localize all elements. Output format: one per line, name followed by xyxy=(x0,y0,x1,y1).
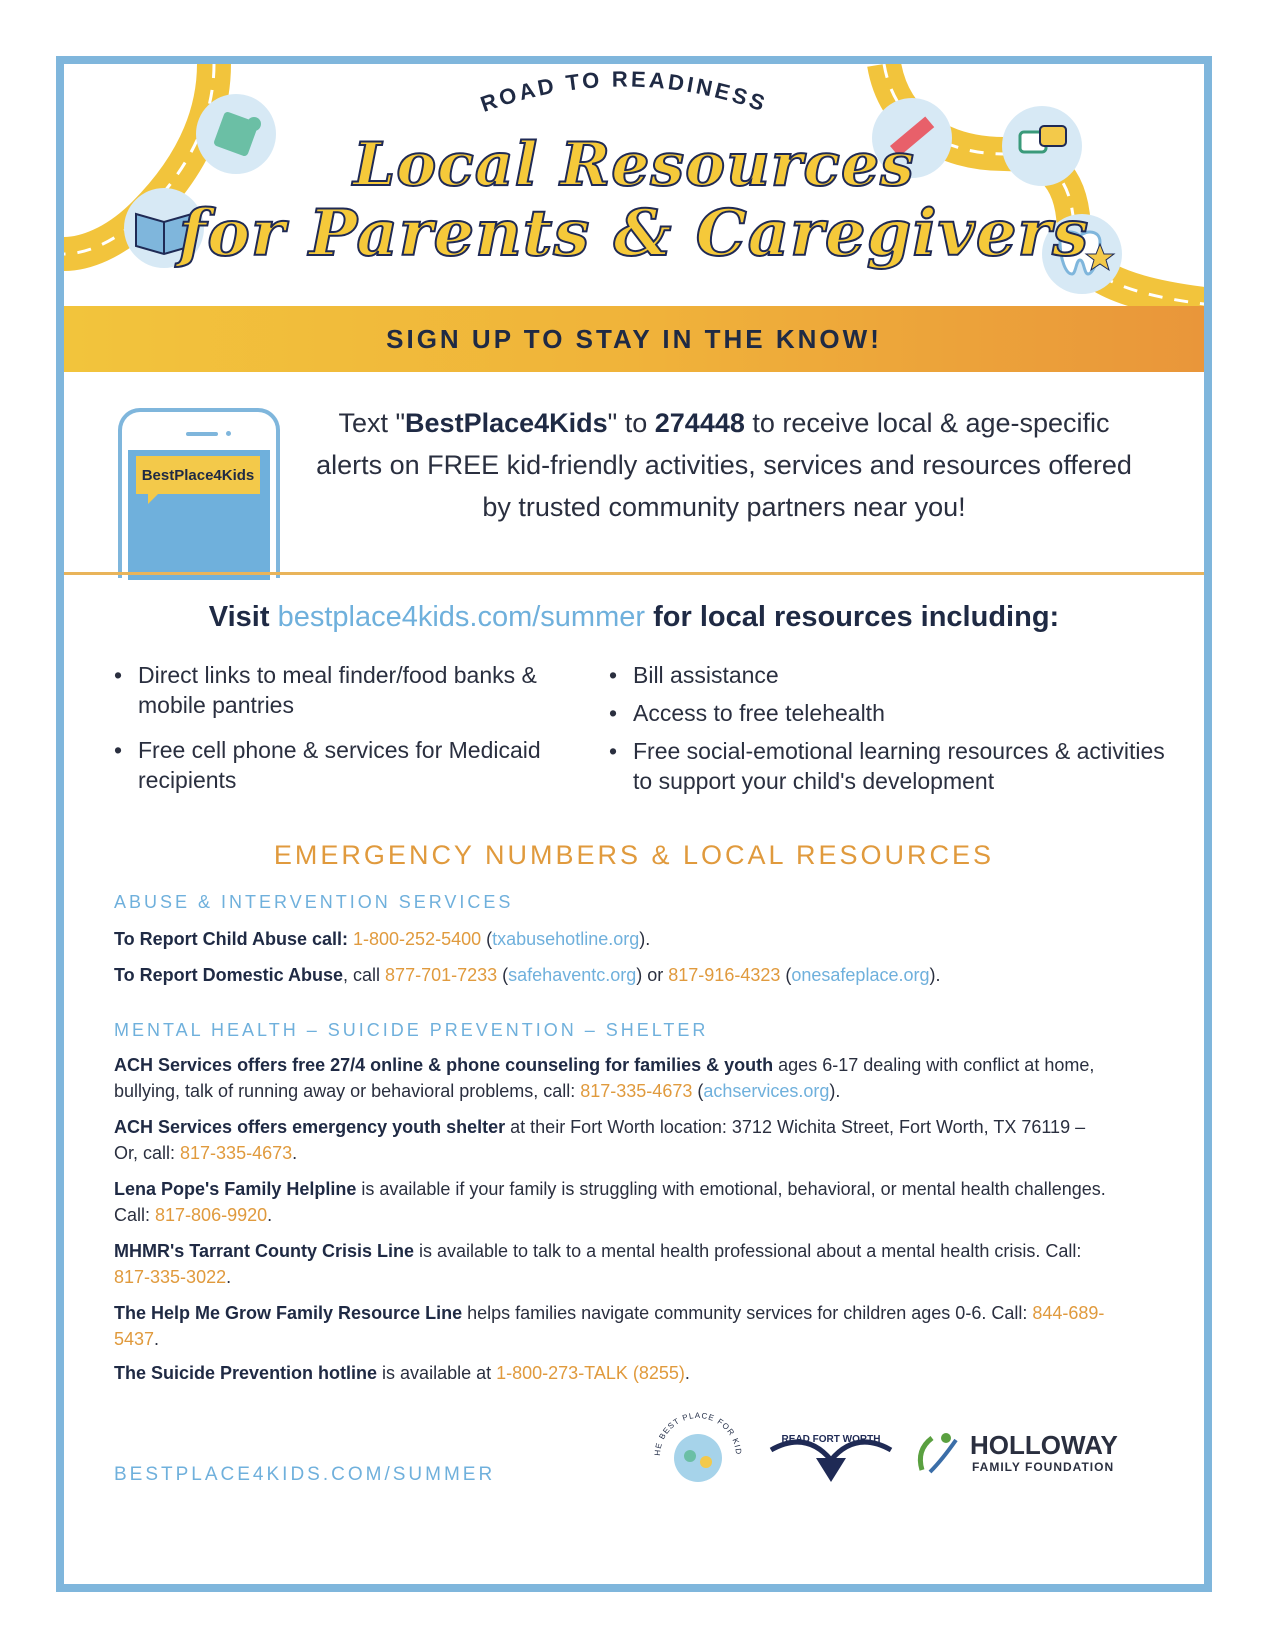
list-item: • Bill assistance xyxy=(609,660,1169,690)
best-place-for-kids-logo xyxy=(650,1406,746,1506)
header xyxy=(64,64,1204,316)
entry-text: , call xyxy=(343,965,386,985)
entry-lead: To Report Domestic Abuse xyxy=(114,965,344,985)
punct: . xyxy=(684,1363,690,1383)
phone-number[interactable]: 817-335-4673 xyxy=(580,1081,693,1101)
entry-text: ages 6-17 dealing with conflict at home, bullying, talk of running away or behavioral problems, call: xyxy=(114,1055,1095,1101)
logo-subtext: FAMILY FOUNDATION xyxy=(972,1460,1115,1474)
svg-text:ROAD TO READINESS xyxy=(477,66,770,116)
short-code: 274448 xyxy=(654,408,745,438)
website-link[interactable]: achservices.org xyxy=(703,1081,830,1101)
punct: . xyxy=(292,1143,298,1163)
punct: ). xyxy=(829,1081,841,1101)
punct: . xyxy=(267,1205,273,1225)
list-item: • Direct links to meal finder/food banks & mobile pantries xyxy=(114,660,574,720)
title-line-1: Local Resources xyxy=(353,130,915,200)
alert-text-pre: Text " xyxy=(338,408,406,438)
phone-number[interactable]: 817-916-4323 xyxy=(668,965,781,985)
entry-text: ) or xyxy=(636,965,669,985)
footer-url[interactable]: BESTPLACE4KIDS.COM/SUMMER xyxy=(114,1464,496,1485)
flyer-frame xyxy=(56,56,1212,1592)
signup-banner-text: SIGN UP TO STAY IN THE KNOW! xyxy=(386,323,882,354)
entry-lead: Lena Pope's Family Helpline xyxy=(114,1179,357,1199)
entry-text: helps families navigate community services for children ages 0-6. Call: xyxy=(462,1303,1033,1323)
visit-link[interactable]: bestplace4kids.com/summer xyxy=(277,601,646,633)
signup-banner xyxy=(64,306,1204,372)
emergency-title: EMERGENCY NUMBERS & LOCAL RESOURCES xyxy=(273,840,995,870)
kicker-text: ROAD TO READINESS xyxy=(477,66,771,117)
logo-text: HE BEST PLACE FOR KID xyxy=(652,1410,744,1457)
visit-pre: Visit xyxy=(208,601,278,633)
lena-pope-entry xyxy=(114,1176,1114,1228)
help-me-grow-entry xyxy=(114,1300,1114,1352)
punct: ). xyxy=(639,929,651,949)
phone-number[interactable]: 817-806-9920 xyxy=(155,1205,268,1225)
punct: ( xyxy=(692,1081,704,1101)
alert-text-mid: " to xyxy=(607,408,655,438)
logo-text: HOLLOWAY xyxy=(970,1430,1118,1460)
website-link[interactable]: txabusehotline.org xyxy=(492,929,640,949)
phone-number[interactable]: 877-701-7233 xyxy=(385,965,498,985)
entry-text: is available if your family is struggling with emotional, behavioral, or mental health challenges. Call: xyxy=(114,1179,1106,1225)
alert-text-post: to receive local & age-specific alerts on FREE kid-friendly activities, services and resources offered by trusted community partners near you! xyxy=(316,408,1132,522)
entry-lead: The Help Me Grow Family Resource Line xyxy=(114,1303,463,1323)
website-link[interactable]: safehaventc.org xyxy=(508,965,637,985)
text-keyword: BestPlace4Kids xyxy=(405,408,608,438)
ach-counseling-entry xyxy=(114,1052,1114,1104)
resource-list-right xyxy=(609,660,1169,804)
list-item: • Access to free telehealth xyxy=(609,698,1169,728)
website-link[interactable]: onesafeplace.org xyxy=(791,965,930,985)
punct: ). xyxy=(929,965,941,985)
phone-number[interactable]: 817-335-3022 xyxy=(114,1267,227,1287)
text-bubble: BestPlace4Kids xyxy=(136,456,260,494)
phone-speaker xyxy=(186,432,218,436)
entry-lead: To Report Child Abuse call: xyxy=(114,929,354,949)
punct: . xyxy=(226,1267,232,1287)
punct: ( xyxy=(780,965,792,985)
phone-number[interactable]: 1-800-252-5400 xyxy=(353,929,482,949)
phone-number[interactable]: 817-335-4673 xyxy=(180,1143,293,1163)
punct: ( xyxy=(497,965,509,985)
logo-text: READ FORT WORTH xyxy=(781,1434,881,1445)
holloway-mark-icon xyxy=(912,1430,968,1478)
suicide-prevention-entry xyxy=(114,1360,1114,1386)
text-alert-instructions xyxy=(314,402,1134,528)
list-item: • Free social-emotional learning resources & activities to support your child's development xyxy=(609,736,1169,796)
mental-health-heading: MENTAL HEALTH – SUICIDE PREVENTION – SHELTER xyxy=(114,1020,709,1040)
entry-lead: ACH Services offers free 27/4 online & phone counseling for families & youth xyxy=(114,1055,774,1075)
visit-post: for local resources including: xyxy=(645,601,1060,633)
ach-shelter-entry xyxy=(114,1114,1114,1166)
punct: ( xyxy=(481,929,493,949)
visit-heading xyxy=(64,601,1204,634)
read-fort-worth-logo xyxy=(766,1420,896,1494)
phone-number[interactable]: 844-689-5437 xyxy=(114,1303,1105,1349)
list-item: • Free cell phone & services for Medicaid recipients xyxy=(114,735,574,795)
resource-list-left xyxy=(114,660,574,810)
child-abuse-entry xyxy=(114,926,1114,952)
abuse-heading: ABUSE & INTERVENTION SERVICES xyxy=(114,892,514,912)
mhmr-entry xyxy=(114,1238,1114,1290)
phone-illustration xyxy=(118,408,280,578)
entry-text: at their Fort Worth location: 3712 Wichita Street, Fort Worth, TX 76119 – Or, call: xyxy=(114,1117,1086,1163)
phone-number[interactable]: 1-800-273-TALK (8255) xyxy=(496,1363,685,1383)
phone-camera xyxy=(226,431,231,436)
entry-text: is available to talk to a mental health professional about a mental health crisis. Call: xyxy=(413,1241,1082,1261)
title-line-2: for Parents & Caregivers xyxy=(178,196,1090,271)
punct: . xyxy=(154,1329,160,1349)
section-divider xyxy=(64,572,1204,575)
domestic-abuse-entry xyxy=(114,962,1114,988)
entry-text: is available at xyxy=(377,1363,497,1383)
entry-lead: The Suicide Prevention hotline xyxy=(114,1363,378,1383)
entry-lead: MHMR's Tarrant County Crisis Line xyxy=(114,1241,414,1261)
entry-lead: ACH Services offers emergency youth shelter xyxy=(114,1117,506,1137)
